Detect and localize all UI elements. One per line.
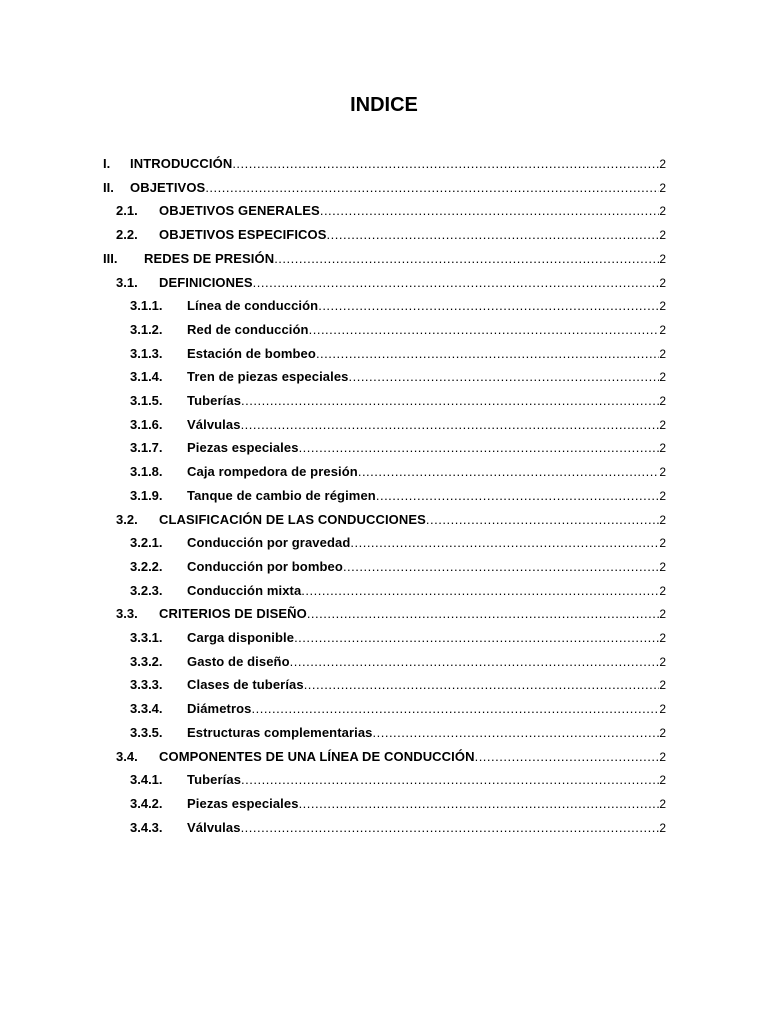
toc-entry-page: 2	[659, 725, 666, 740]
toc-entry	[130, 794, 666, 814]
toc-entry-label: Estación de bombeo	[187, 345, 316, 361]
toc-entry-label: Válvulas	[187, 819, 241, 835]
dot-leader	[318, 296, 659, 316]
toc-entry	[130, 415, 666, 435]
toc-entry-label: CLASIFICACIÓN DE LAS CONDUCCIONES	[159, 511, 426, 527]
toc-entry-number: I.	[103, 156, 111, 171]
toc-entry	[130, 296, 666, 316]
dot-leader	[373, 723, 660, 743]
toc-entry	[130, 675, 666, 695]
toc-entry-page: 2	[659, 488, 666, 503]
toc-entry	[130, 557, 666, 577]
toc-entry-label: Tuberías	[187, 393, 242, 408]
dot-leader	[274, 249, 659, 269]
toc-entry-number: 3.4.2.	[130, 795, 163, 811]
dot-leader	[299, 438, 660, 458]
toc-entry-page: 2	[659, 322, 666, 337]
toc-entry-label: Válvulas	[187, 416, 241, 432]
toc-entry-number: 3.4.	[116, 748, 138, 764]
toc-entry-label: Tren de piezas especiales	[187, 369, 349, 385]
toc-entry-number: 3.3.	[116, 606, 138, 622]
toc-entry-label: Piezas especiales	[187, 440, 299, 456]
toc-entry-page: 2	[659, 702, 666, 717]
toc-entry-number: 2.1.	[116, 203, 138, 219]
dot-leader	[475, 747, 660, 767]
toc-entry-page: 2	[659, 370, 666, 385]
toc-entry	[103, 249, 666, 269]
toc-entry	[130, 699, 666, 719]
toc-entry-label: CRITERIOS DE DISEÑO	[159, 606, 307, 622]
toc-entry	[130, 344, 666, 364]
toc-entry-number: 3.1.3.	[130, 345, 163, 361]
toc-entry-number: 3.3.2.	[130, 653, 163, 669]
toc-entry	[130, 391, 666, 411]
dot-leader	[358, 462, 659, 482]
toc-entry	[116, 604, 666, 624]
toc-entry-page: 2	[659, 678, 666, 693]
toc-entry-page: 2	[659, 559, 666, 574]
toc-entry-page: 2	[659, 820, 666, 835]
toc-entry-number: 3.3.1.	[130, 630, 163, 645]
toc-entry-number: 3.1.7.	[130, 440, 163, 456]
toc-entry-number: 3.3.4.	[130, 701, 163, 717]
toc-entry-label: Conducción por gravedad	[187, 535, 351, 551]
dot-leader	[294, 628, 659, 648]
toc-entry-page: 2	[659, 417, 666, 432]
toc-entry	[130, 486, 666, 506]
dot-leader	[241, 415, 660, 435]
toc-entry-page: 2	[659, 346, 666, 361]
toc-entry-label: Red de conducción	[187, 321, 309, 337]
toc-entry-page: 2	[659, 394, 666, 408]
toc-entry-number: II.	[103, 179, 114, 195]
toc-entry-label: INTRODUCCIÓN	[130, 156, 233, 171]
toc-entry-page: 2	[659, 654, 666, 669]
toc-entry	[116, 510, 666, 530]
dot-leader	[320, 201, 659, 221]
toc-entry-number: 3.2.3.	[130, 582, 163, 598]
dot-leader	[205, 178, 659, 198]
toc-entry-label: Diámetros	[187, 701, 252, 717]
toc-entry-number: 3.1.6.	[130, 416, 163, 432]
dot-leader	[316, 344, 659, 364]
toc-entry-label: OBJETIVOS ESPECIFICOS	[159, 227, 327, 243]
dot-leader	[241, 391, 659, 411]
toc-entry-label: OBJETIVOS GENERALES	[159, 203, 320, 219]
toc-entry-number: 3.2.2.	[130, 558, 163, 574]
toc-entry	[130, 723, 666, 743]
toc-entry-label: COMPONENTES DE UNA LÍNEA DE CONDUCCIÓN	[159, 748, 475, 764]
toc-entry-page: 2	[659, 228, 666, 243]
toc-entry-number: 3.4.3.	[130, 819, 163, 835]
toc-entry-page: 2	[659, 749, 666, 764]
toc-entry-page: 2	[659, 773, 666, 788]
toc-entry	[130, 652, 666, 672]
toc-entry	[130, 818, 666, 838]
toc-entry-label: Gasto de diseño	[187, 653, 290, 669]
toc-entry-page: 2	[659, 465, 666, 480]
toc-entry	[116, 273, 666, 293]
toc-entry-label: DEFINICIONES	[159, 274, 253, 290]
dot-leader	[426, 510, 659, 530]
dot-leader	[299, 794, 660, 814]
toc-entry-number: 3.1.5.	[130, 393, 163, 408]
toc-entry	[130, 628, 666, 648]
toc-entry-page: 2	[659, 251, 666, 266]
toc-entry-number: 3.1.2.	[130, 321, 163, 337]
toc-entry-page: 2	[659, 441, 666, 456]
toc-entry-number: 3.1.9.	[130, 487, 163, 503]
dot-leader	[232, 154, 659, 174]
toc-entry-page: 2	[659, 204, 666, 219]
dot-leader	[307, 604, 660, 624]
toc-entry	[103, 154, 666, 174]
toc-entry	[130, 367, 666, 387]
dot-leader	[343, 557, 659, 577]
toc-entry-page: 2	[659, 631, 666, 645]
dot-leader	[251, 699, 659, 719]
dot-leader	[241, 818, 660, 838]
toc-entry-label: REDES DE PRESIÓN	[144, 250, 275, 266]
toc-entry-page: 2	[659, 275, 666, 290]
toc-entry-number: 3.3.3.	[130, 677, 163, 693]
toc-entry-page: 2	[659, 512, 666, 527]
toc-entry-label: Caja rompedora de presión	[187, 464, 358, 480]
toc-entry-label: Tuberías	[187, 772, 242, 788]
toc-entry-number: III.	[103, 250, 118, 266]
toc-entry	[130, 533, 666, 553]
toc-entry-page: 2	[659, 536, 666, 551]
toc-entry-page: 2	[659, 299, 666, 314]
dot-leader	[304, 675, 660, 695]
toc-entry-number: 3.2.	[116, 511, 138, 527]
toc-entry-number: 3.1.	[116, 274, 138, 290]
toc-entry	[130, 581, 666, 601]
toc-entry-label: OBJETIVOS	[130, 179, 206, 195]
toc-entry-label: Carga disponible	[187, 630, 295, 645]
toc-entry	[130, 320, 666, 340]
toc-entry-number: 3.1.4.	[130, 369, 163, 385]
toc-entry-label: Conducción por bombeo	[187, 558, 343, 574]
toc-entry-label: Conducción mixta	[187, 582, 302, 598]
dot-leader	[241, 770, 659, 790]
dot-leader	[253, 273, 660, 293]
toc-entry-page: 2	[659, 157, 666, 171]
toc-entry-label: Clases de tuberías	[187, 677, 304, 693]
toc-entry-label: Piezas especiales	[187, 795, 299, 811]
dot-leader	[350, 533, 659, 553]
toc-entry-label: Estructuras complementarias	[187, 724, 373, 740]
page-title: INDICE	[350, 94, 418, 116]
toc-entry-number: 3.4.1.	[130, 772, 163, 788]
toc-entry-label: Línea de conducción	[187, 298, 319, 314]
toc-entry-number: 3.3.5.	[130, 724, 163, 740]
toc-entry	[116, 201, 666, 221]
dot-leader	[348, 367, 659, 387]
toc-entry	[116, 747, 666, 767]
toc-entry-number: 2.2.	[116, 227, 138, 243]
toc-entry-page: 2	[659, 180, 666, 195]
toc-entry-page: 2	[659, 607, 666, 622]
toc-entry	[130, 462, 666, 482]
toc-entry-label: Tanque de cambio de régimen	[187, 487, 376, 503]
dot-leader	[301, 581, 659, 601]
dot-leader	[376, 486, 659, 506]
toc-entry	[130, 438, 666, 458]
toc-entry	[130, 770, 666, 790]
toc-entry-number: 3.1.8.	[130, 464, 163, 480]
dot-leader	[327, 225, 660, 245]
toc-entry-page: 2	[659, 796, 666, 811]
toc-entry-number: 3.1.1.	[130, 298, 163, 314]
toc-entry-page: 2	[659, 583, 666, 598]
toc-entry-number: 3.2.1.	[130, 535, 163, 551]
toc-entry	[116, 225, 666, 245]
dot-leader	[309, 320, 660, 340]
dot-leader	[290, 652, 660, 672]
toc-entry	[103, 178, 666, 198]
